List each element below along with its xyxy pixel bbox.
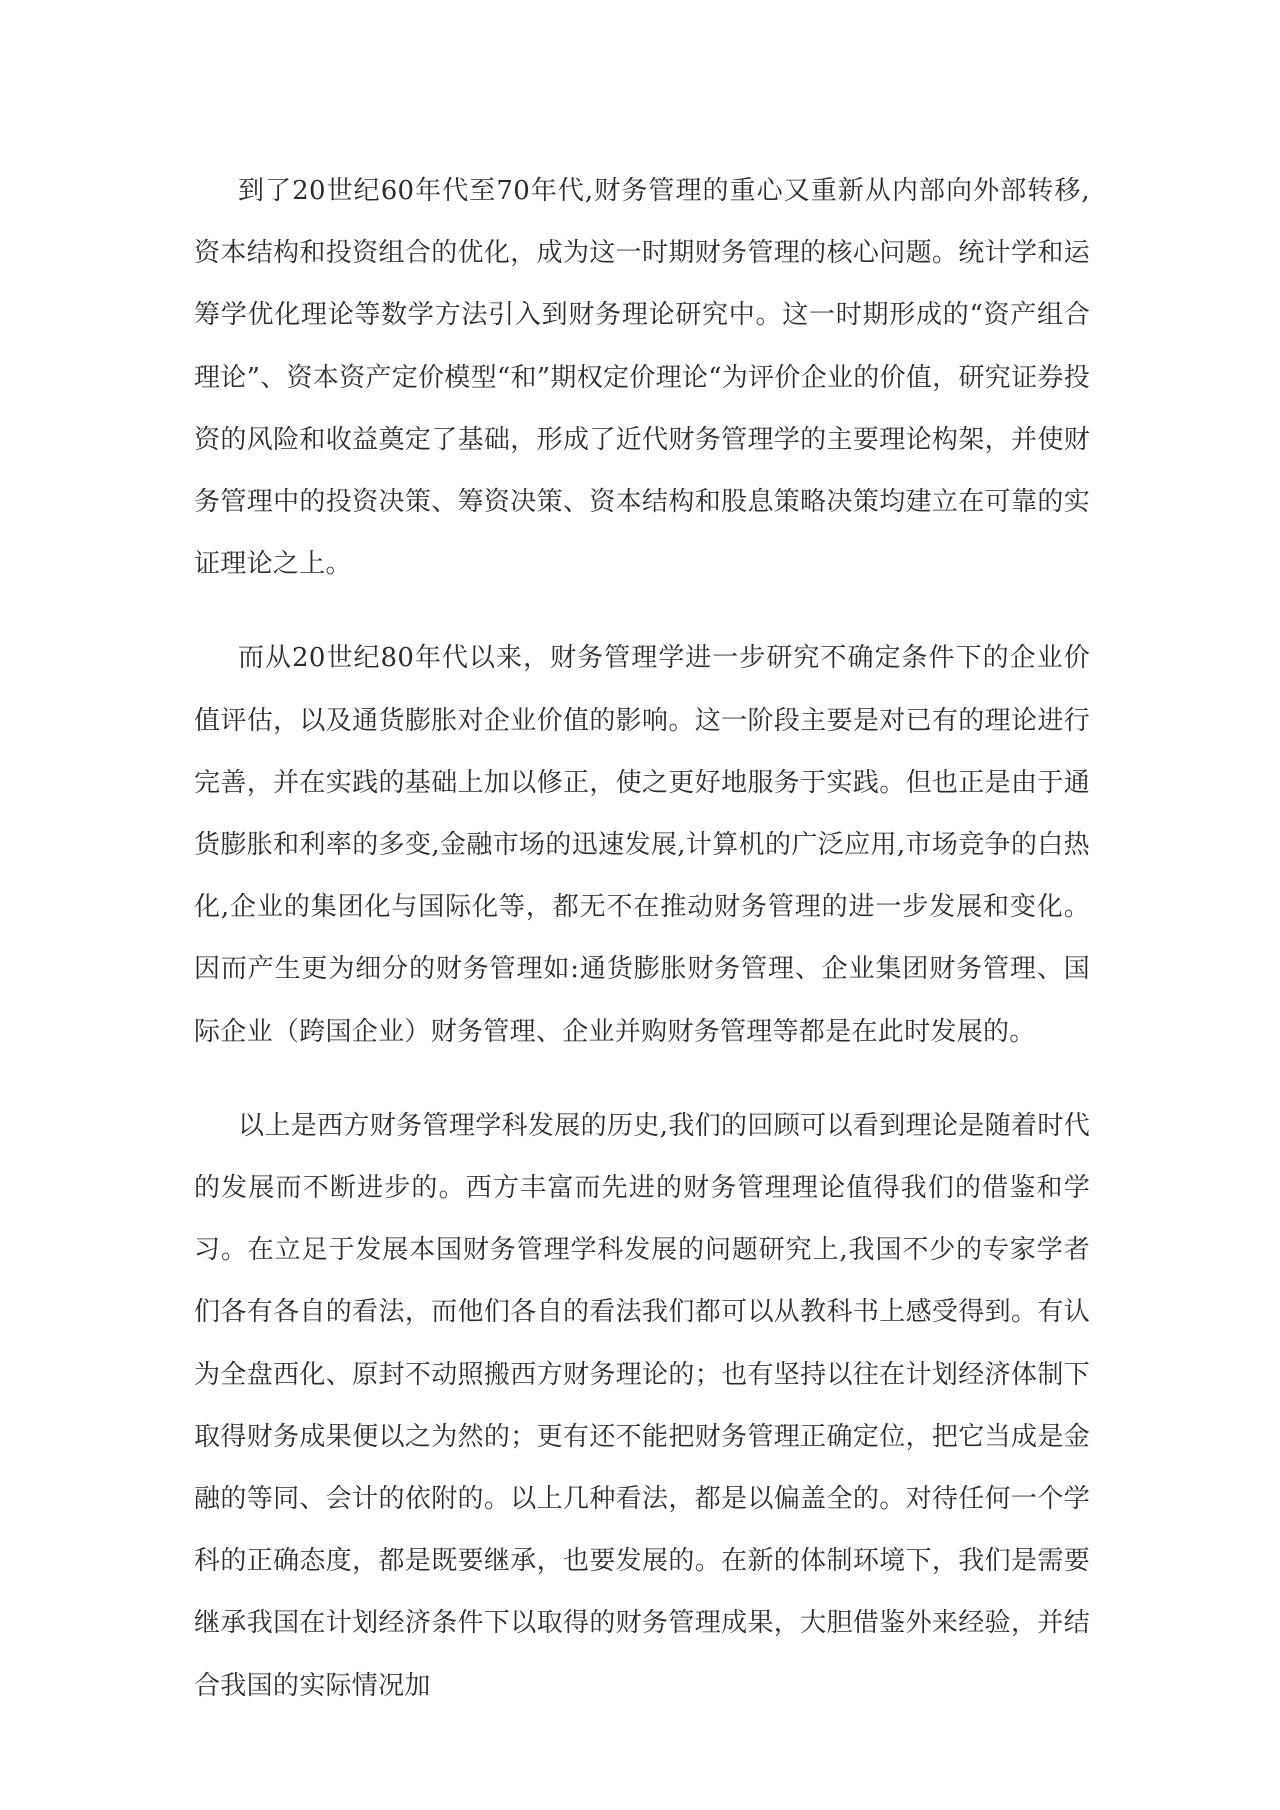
paragraph-1980s: 而从20世纪80年代以来，财务管理学进一步研究不确定条件下的企业价值评估，以及通货膨胀对企业价值的影响。这一阶段主要是对已有的理论进行完善，并在实践的基础上加以修正，使之更好地服务于实践。但也正是由于通货膨胀和利率的多变,金融市场的迅速发展,计算机的广泛应用,市场竞争的白热化,企业的集团化与国际化等，都无不在推动财务管理的进一步发展和变化。因而产生更为细分的财务管理如:通货膨胀财务管理、企业集团财务管理、国际企业（跨国企业）财务管理、企业并购财务管理等都是在此时发展的。 <box>194 643 1090 1047</box>
document-body <box>194 160 1090 1717</box>
paragraph-1960s-70s: 到了20世纪60年代至70年代,财务管理的重心又重新从内部向外部转移,资本结构和投资组合的优化，成为这一时期财务管理的核心问题。统计学和运筹学优化理论等数学方法引入到财务理论研究中。这一时期形成的“资产组合理论”、资本资产定价模型“和”期权定价理论“为评价企业的价值，研究证券投资的风险和收益奠定了基础，形成了近代财务管理学的主要理论构架，并使财务管理中的投资决策、筹资决策、资本结构和股息策略决策均建立在可靠的实证理论之上。 <box>194 176 1090 580</box>
paragraph-summary: 以上是西方财务管理学科发展的历史,我们的回顾可以看到理论是随着时代的发展而不断进步的。西方丰富而先进的财务管理理论值得我们的借鉴和学习。在立足于发展本国财务管理学科发展的问题研究上,我国不少的专家学者们各有各自的看法，而他们各自的看法我们都可以从教科书上感受得到。有认为全盘西化、原封不动照搬西方财务理论的；也有坚持以往在计划经济体制下取得财务成果便以之为然的；更有还不能把财务管理正确定位，把它当成是金融的等同、会计的依附的。以上几种看法，都是以偏盖全的。对待任何一个学科的正确态度，都是既要继承，也要发展的。在新的体制环境下，我们是需要继承我国在计划经济条件下以取得的财务管理成果，大胆借鉴外来经验，并结合我国的实际情况加 <box>194 1110 1090 1701</box>
